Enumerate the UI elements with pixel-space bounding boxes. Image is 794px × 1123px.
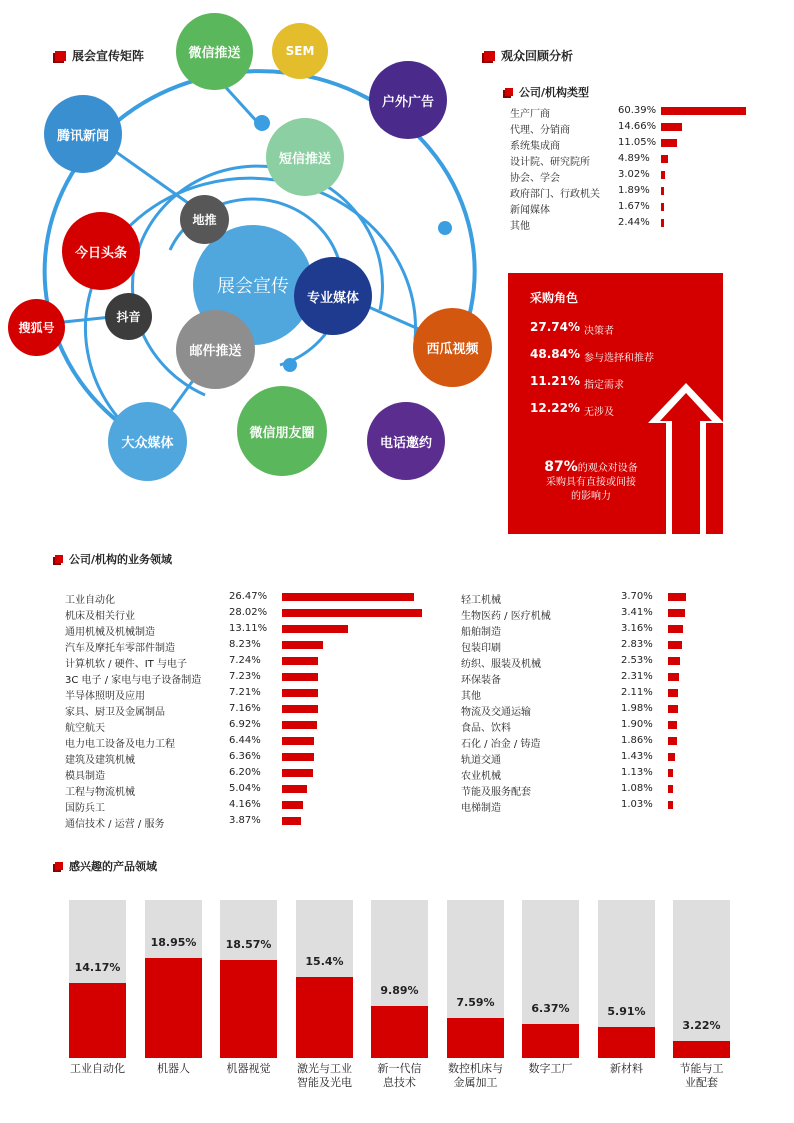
business-row (65, 621, 385, 637)
org-type-label: 生产厂商 (510, 109, 550, 120)
business-row (65, 733, 385, 749)
product-category (514, 1062, 587, 1076)
business-row (65, 781, 385, 797)
org-type-label: 政府部门、行政机关 (510, 189, 600, 200)
product-pct: 15.4% (305, 955, 344, 968)
business-pct: 1.86% (621, 735, 653, 746)
org-type-pct: 11.05% (618, 137, 657, 148)
org-type-bar (661, 203, 664, 211)
product-pct: 7.59% (456, 996, 495, 1009)
node-mass-media: 大众媒体 (108, 402, 187, 481)
business-bar (282, 673, 318, 681)
org-type-pct: 60.39% (618, 105, 657, 116)
node-douyin: 抖音 (105, 293, 152, 340)
business-label: 3C 电子 / 家电与电子设备制造 (65, 675, 202, 686)
products-title (55, 858, 157, 874)
business-bar (282, 801, 303, 809)
product-category (439, 1062, 512, 1090)
product-category (288, 1062, 361, 1090)
business-row (65, 749, 385, 765)
business-bar (282, 593, 414, 601)
node-xigua: 西瓜视频 (413, 308, 492, 387)
business-row (65, 685, 385, 701)
node-pro-media: 专业媒体 (294, 257, 372, 335)
product-category-line1: 工业自动化 (70, 1062, 125, 1075)
business-label: 工程与物流机械 (65, 787, 135, 798)
product-track (673, 900, 730, 1058)
product-pct: 18.95% (150, 936, 197, 949)
org-type-bar (661, 107, 746, 115)
business-label: 汽车及摩托车零部件制造 (65, 643, 175, 654)
business-bar (668, 705, 678, 713)
purchase-label: 指定需求 (584, 380, 624, 391)
purchase-pct: 27.74% (530, 320, 580, 334)
business-label: 农业机械 (461, 771, 501, 782)
business-row (461, 701, 781, 717)
ring-dot-3 (283, 358, 297, 372)
business-bar (668, 785, 673, 793)
product-category-line2: 金属加工 (453, 1076, 498, 1089)
business-pct: 7.16% (229, 703, 261, 714)
business-pct: 6.36% (229, 751, 261, 762)
audience-title (484, 47, 573, 64)
business-row (65, 589, 385, 605)
business-pct: 2.53% (621, 655, 653, 666)
business-bar (282, 705, 318, 713)
ring-dot-2 (438, 221, 452, 235)
business-bar (668, 801, 673, 809)
org-type-bar (661, 139, 677, 147)
org-type-label: 新闻媒体 (510, 205, 550, 216)
business-row (461, 605, 781, 621)
business-bar (668, 737, 677, 745)
product-bar (296, 977, 353, 1058)
org-type-row (510, 151, 750, 167)
purchase-pct: 12.22% (530, 401, 580, 415)
org-type-pct: 3.02% (618, 169, 650, 180)
node-sem: SEM (272, 23, 328, 79)
business-bar (282, 737, 314, 745)
business-pct: 2.11% (621, 687, 653, 698)
business-row (461, 717, 781, 733)
product-pct: 6.37% (531, 1002, 570, 1015)
product-bar (598, 1027, 655, 1058)
business-label: 物流及交通运输 (461, 707, 531, 718)
purchase-pct: 11.21% (530, 374, 580, 388)
business-label: 石化 / 冶金 / 铸造 (461, 739, 541, 750)
business-label: 纺织、服装及机械 (461, 659, 541, 670)
business-pct: 1.08% (621, 783, 653, 794)
up-arrow-icon (646, 381, 723, 534)
business-label: 其他 (461, 691, 481, 702)
product-category-line1: 激光与工业 (297, 1062, 352, 1075)
business-bar (282, 785, 307, 793)
business-pct: 8.23% (229, 639, 261, 650)
business-row (65, 765, 385, 781)
business-label: 工业自动化 (65, 595, 115, 606)
business-row (461, 621, 781, 637)
business-row (461, 749, 781, 765)
business-pct: 7.24% (229, 655, 261, 666)
business-label: 通用机械及机械制造 (65, 627, 155, 638)
products-title-text: 感兴趣的产品领域 (69, 860, 157, 873)
org-type-label: 代理、分销商 (510, 125, 570, 136)
business-label: 建筑及建筑机械 (65, 755, 135, 766)
business-row (461, 589, 781, 605)
product-category (61, 1062, 134, 1076)
business-pct: 1.43% (621, 751, 653, 762)
product-category-line2: 智能及光电 (297, 1076, 352, 1089)
node-wechat-moments: 微信朋友圈 (237, 386, 327, 476)
business-label: 计算机软 / 硬件、IT 与电子 (65, 659, 187, 670)
org-type-bar (661, 187, 664, 195)
business-label: 航空航天 (65, 723, 105, 734)
business-bar (668, 721, 677, 729)
org-type-row (510, 135, 750, 151)
business-bar (668, 609, 685, 617)
business-bar (282, 641, 323, 649)
business-label: 电梯制造 (461, 803, 501, 814)
product-category-line1: 新材料 (610, 1062, 643, 1075)
org-type-title-text: 公司/机构类型 (519, 86, 590, 99)
business-pct: 6.92% (229, 719, 261, 730)
business-pct: 2.31% (621, 671, 653, 682)
business-label: 通信技术 / 运营 / 服务 (65, 819, 165, 830)
business-bar (282, 753, 314, 761)
business-pct: 3.16% (621, 623, 653, 634)
business-bar (668, 641, 682, 649)
org-type-label: 设计院、研究院所 (510, 157, 590, 168)
business-label: 轻工机械 (461, 595, 501, 606)
business-label: 半导体照明及应用 (65, 691, 145, 702)
square-icon (55, 862, 63, 870)
product-bar (69, 983, 126, 1058)
node-ditui: 地推 (180, 195, 229, 244)
org-type-label: 协会、学会 (510, 173, 560, 184)
square-icon (55, 555, 63, 563)
business-row (65, 813, 385, 829)
business-row (461, 669, 781, 685)
business-bar (282, 689, 318, 697)
org-type-row (510, 167, 750, 183)
business-label: 食品、饮料 (461, 723, 511, 734)
business-row (65, 605, 385, 621)
node-outdoor-ads: 户外广告 (369, 61, 447, 139)
business-pct: 28.02% (229, 607, 268, 618)
product-pct: 5.91% (607, 1005, 646, 1018)
org-type-pct: 14.66% (618, 121, 657, 132)
org-type-row (510, 119, 750, 135)
org-type-bar (661, 155, 668, 163)
product-category-line1: 机器人 (157, 1062, 190, 1075)
audience-title-text: 观众回顾分析 (501, 49, 574, 63)
business-title (55, 551, 172, 567)
business-pct: 7.23% (229, 671, 261, 682)
product-category-line1: 数字工厂 (528, 1062, 573, 1075)
business-bar (668, 625, 683, 633)
product-bar (522, 1024, 579, 1058)
business-bar (282, 625, 348, 633)
business-pct: 3.87% (229, 815, 261, 826)
org-type-pct: 4.89% (618, 153, 650, 164)
business-label: 轨道交通 (461, 755, 501, 766)
product-category (590, 1062, 663, 1076)
influence-pct: 87% (544, 459, 578, 475)
matrix-title-text: 展会宣传矩阵 (72, 49, 145, 63)
org-type-bar (661, 219, 664, 227)
business-row (65, 717, 385, 733)
org-type-bar (661, 123, 682, 131)
business-pct: 1.98% (621, 703, 653, 714)
business-row (65, 653, 385, 669)
business-label: 船舶制造 (461, 627, 501, 638)
business-row (461, 653, 781, 669)
business-bar (668, 689, 678, 697)
business-pct: 3.41% (621, 607, 653, 618)
product-category (363, 1062, 436, 1090)
node-tencent-news: 腾讯新闻 (44, 95, 122, 173)
business-label: 电力电工设备及电力工程 (65, 739, 175, 750)
matrix-center: 展会宣传 (193, 225, 313, 345)
business-pct: 6.20% (229, 767, 261, 778)
product-category-line1: 机器视觉 (226, 1062, 271, 1075)
business-pct: 13.11% (229, 623, 268, 634)
business-bar (668, 593, 686, 601)
business-pct: 7.21% (229, 687, 261, 698)
org-type-title (505, 84, 589, 100)
ring-dot-1 (254, 115, 270, 131)
product-category (665, 1062, 738, 1090)
purchase-title: 采购角色 (530, 291, 579, 305)
org-type-pct: 1.67% (618, 201, 650, 212)
business-pct: 1.03% (621, 799, 653, 810)
business-pct: 1.13% (621, 767, 653, 778)
influence-line3: 的影响力 (571, 491, 611, 502)
square-icon (484, 51, 495, 61)
square-icon (505, 88, 513, 96)
business-pct: 3.70% (621, 591, 653, 602)
org-type-label: 其他 (510, 221, 530, 232)
node-email-push: 邮件推送 (176, 310, 255, 389)
business-label: 家具、厨卫及金属制品 (65, 707, 165, 718)
org-type-row (510, 183, 750, 199)
product-pct: 3.22% (682, 1019, 721, 1032)
product-category-line2: 息技术 (383, 1076, 416, 1089)
business-bar (282, 817, 301, 825)
business-label: 环保装备 (461, 675, 501, 686)
business-row (65, 797, 385, 813)
business-bar (282, 769, 313, 777)
product-category (137, 1062, 210, 1076)
node-wechat-push: 微信推送 (176, 13, 253, 90)
purchase-pct: 48.84% (530, 347, 580, 361)
product-category-line1: 数控机床与 (448, 1062, 503, 1075)
business-pct: 2.83% (621, 639, 653, 650)
business-row (65, 637, 385, 653)
business-pct: 6.44% (229, 735, 261, 746)
product-bar (673, 1041, 730, 1058)
org-type-pct: 2.44% (618, 217, 650, 228)
business-label: 国防兵工 (65, 803, 105, 814)
business-bar (668, 673, 679, 681)
business-row (461, 781, 781, 797)
product-pct: 9.89% (380, 984, 419, 997)
business-bar (282, 721, 317, 729)
purchase-label: 无涉及 (584, 407, 614, 418)
node-sohu: 搜狐号 (8, 299, 65, 356)
purchase-label: 参与选择和推荐 (584, 353, 654, 364)
product-bar (145, 958, 202, 1058)
business-label: 生物医药 / 医疗机械 (461, 611, 551, 622)
product-category (212, 1062, 285, 1076)
org-type-bar (661, 171, 665, 179)
org-type-pct: 1.89% (618, 185, 650, 196)
business-bar (668, 769, 673, 777)
influence-line1: 的观众对设备 (577, 463, 638, 474)
org-type-row (510, 199, 750, 215)
node-sms-push: 短信推送 (266, 118, 344, 196)
org-type-label: 系统集成商 (510, 141, 560, 152)
product-pct: 18.57% (225, 938, 272, 951)
business-bar (282, 657, 318, 665)
business-label: 节能及服务配套 (461, 787, 531, 798)
business-pct: 26.47% (229, 591, 268, 602)
product-bar (220, 960, 277, 1058)
org-type-row (510, 215, 750, 231)
business-row (461, 797, 781, 813)
purchase-role-panel (508, 273, 723, 534)
business-row (65, 701, 385, 717)
product-pct: 14.17% (74, 961, 121, 974)
purchase-label: 决策者 (584, 326, 614, 337)
org-type-row (510, 103, 750, 119)
business-row (461, 733, 781, 749)
product-category-line1: 新一代信 (377, 1062, 422, 1075)
business-pct: 4.16% (229, 799, 261, 810)
business-label: 包装印刷 (461, 643, 501, 654)
business-bar (668, 657, 680, 665)
product-category-line1: 节能与工 (679, 1062, 724, 1075)
node-phone-invite: 电话邀约 (367, 402, 445, 480)
product-category-line2: 业配套 (685, 1076, 718, 1089)
business-row (461, 637, 781, 653)
influence-line2: 采购具有直接或间接 (546, 477, 636, 488)
business-pct: 1.90% (621, 719, 653, 730)
product-bar (447, 1018, 504, 1058)
business-bar (282, 609, 422, 617)
influence-note (526, 460, 656, 504)
business-label: 机床及相关行业 (65, 611, 135, 622)
business-bar (668, 753, 675, 761)
business-title-text: 公司/机构的业务领域 (69, 553, 173, 566)
node-toutiao: 今日头条 (62, 212, 140, 290)
business-row (65, 669, 385, 685)
business-pct: 5.04% (229, 783, 261, 794)
business-row (461, 765, 781, 781)
business-row (461, 685, 781, 701)
business-label: 模具制造 (65, 771, 105, 782)
product-bar (371, 1006, 428, 1058)
